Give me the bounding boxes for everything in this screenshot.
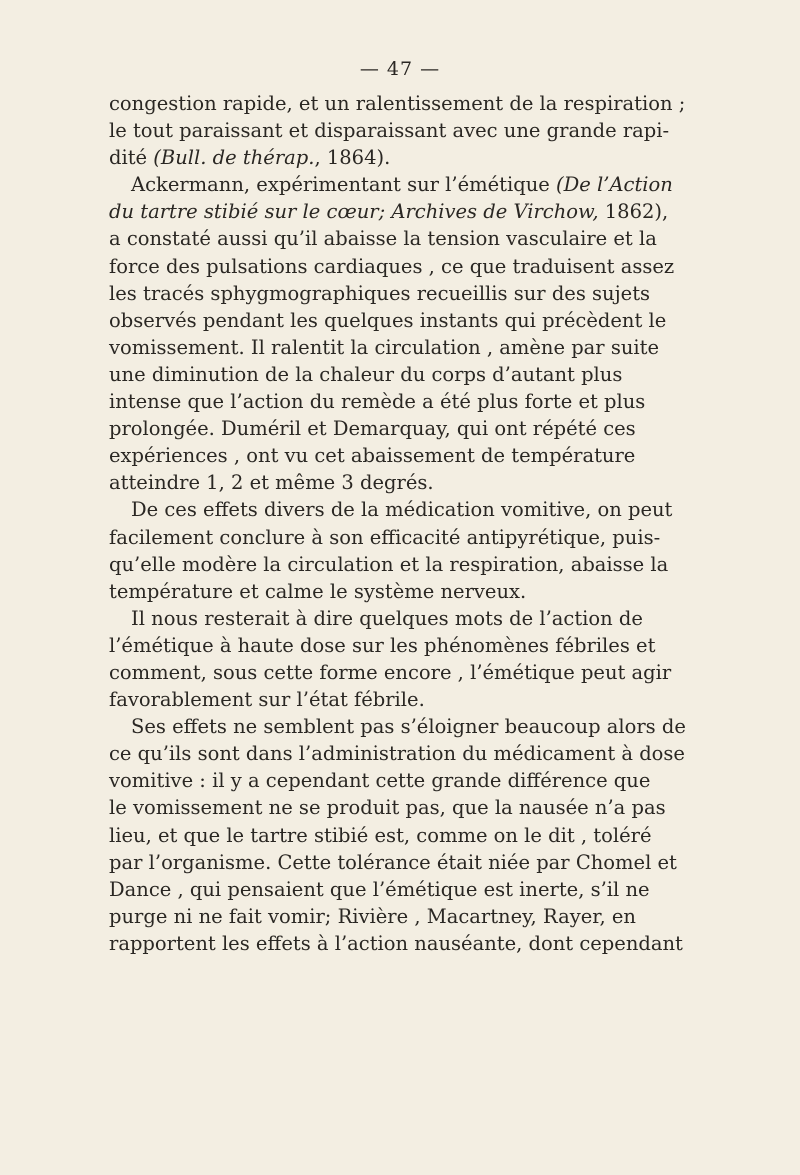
text-line [109, 632, 656, 659]
text-span: Ses effets ne semblent pas s’éloigner beaucoup alors de [131, 715, 686, 739]
text-line [109, 198, 669, 225]
text-span: facilement conclure à son efficacité antipyrétique, puis- [109, 525, 661, 549]
text-span: une diminution de la chaleur du corps d’autant plus [109, 362, 623, 386]
text-line [109, 876, 650, 903]
text-span: qu’elle modère la circulation et la respiration, abaisse la [109, 552, 669, 576]
text-line [109, 794, 666, 821]
italic-citation: du tartre stibié sur le cœur; Archives de Virchow, [109, 200, 599, 224]
text-line [109, 686, 615, 713]
text-span: Dance , qui pensaient que l’émétique est inerte, s’il ne [109, 877, 650, 901]
text-line [109, 713, 686, 740]
text-span: favorablement sur l’état fébrile. [109, 688, 425, 712]
text-span: purge ni ne fait vomir; Rivière , Macartney, Rayer, en [109, 904, 636, 928]
text-span: Il nous resterait à dire quelques mots de l’action de [131, 606, 643, 630]
text-line [109, 307, 667, 334]
text-line [109, 767, 651, 794]
text-span: ce qu’ils sont dans l’administration du médicament à dose [109, 742, 685, 766]
text-span: les tracés sphygmographiques recueillis sur des sujets [109, 281, 651, 305]
text-span: expériences , ont vu cet abaissement de température [109, 444, 636, 468]
text-line [109, 524, 661, 551]
text-line [109, 442, 636, 469]
text-span: comment, sous cette forme encore , l’émétique peut agir [109, 660, 672, 684]
text-span: De ces effets divers de la médication vomitive, on peut [131, 498, 673, 522]
text-span: a constaté aussi qu’il abaisse la tension vasculaire et la [109, 227, 657, 251]
text-line [109, 388, 646, 415]
text-line [109, 253, 675, 280]
text-span: le vomissement ne se produit pas, que la nausée n’a pas [109, 796, 666, 820]
text-span: l’émétique à haute dose sur les phénomènes fébriles et [109, 633, 656, 657]
text-line [109, 144, 615, 171]
text-line [109, 551, 669, 578]
text-span: , 1864). [314, 146, 391, 170]
text-line [109, 930, 683, 957]
text-line [109, 903, 636, 930]
text-span: vomitive : il y a cependant cette grande différence que [109, 769, 651, 793]
text-span: 1862), [598, 200, 669, 224]
text-line [109, 225, 657, 252]
text-line [109, 659, 672, 686]
italic-citation: (Bull. de thérap. [153, 146, 315, 170]
page-number: — 47 — [359, 58, 441, 80]
text-line [109, 469, 615, 496]
text-span: intense que l’action du remède a été plus forte et plus [109, 390, 646, 414]
text-line [109, 117, 670, 144]
text-line [109, 849, 677, 876]
text-span: congestion rapide, et un ralentissement de la respiration ; [109, 92, 686, 115]
text-line [109, 415, 636, 442]
text-line [109, 740, 685, 767]
text-line [109, 280, 651, 307]
text-span: le tout paraissant et disparaissant avec une grande rapi- [109, 119, 670, 143]
italic-citation: (De l’Action [556, 173, 673, 197]
text-span: température et calme le système nerveux. [109, 579, 527, 603]
text-line [109, 171, 673, 198]
text-span: observés pendant les quelques instants qui précèdent le [109, 308, 667, 332]
text-span: Ackermann, expérimentant sur l’émétique [131, 173, 557, 197]
text-span: vomissement. Il ralentit la circulation , amène par suite [109, 335, 659, 359]
text-line [109, 578, 615, 605]
text-span: par l’organisme. Cette tolérance était niée par Chomel et [109, 850, 677, 874]
text-line [109, 496, 673, 523]
text-line [109, 334, 659, 361]
text-span: atteindre 1, 2 et même 3 degrés. [109, 471, 434, 495]
text-line [109, 605, 643, 632]
text-span: dité [109, 146, 154, 170]
text-line [109, 90, 686, 117]
body-text [109, 90, 686, 957]
text-span: prolongée. Duméril et Demarquay, qui ont répété ces [109, 417, 636, 441]
text-span: lieu, et que le tartre stibié est, comme on le dit , toléré [109, 823, 652, 847]
text-line [109, 822, 652, 849]
text-span: force des pulsations cardiaques , ce que traduisent assez [109, 254, 675, 278]
text-line [109, 361, 623, 388]
text-span: rapportent les effets à l’action nauséante, dont cependant [109, 931, 683, 955]
